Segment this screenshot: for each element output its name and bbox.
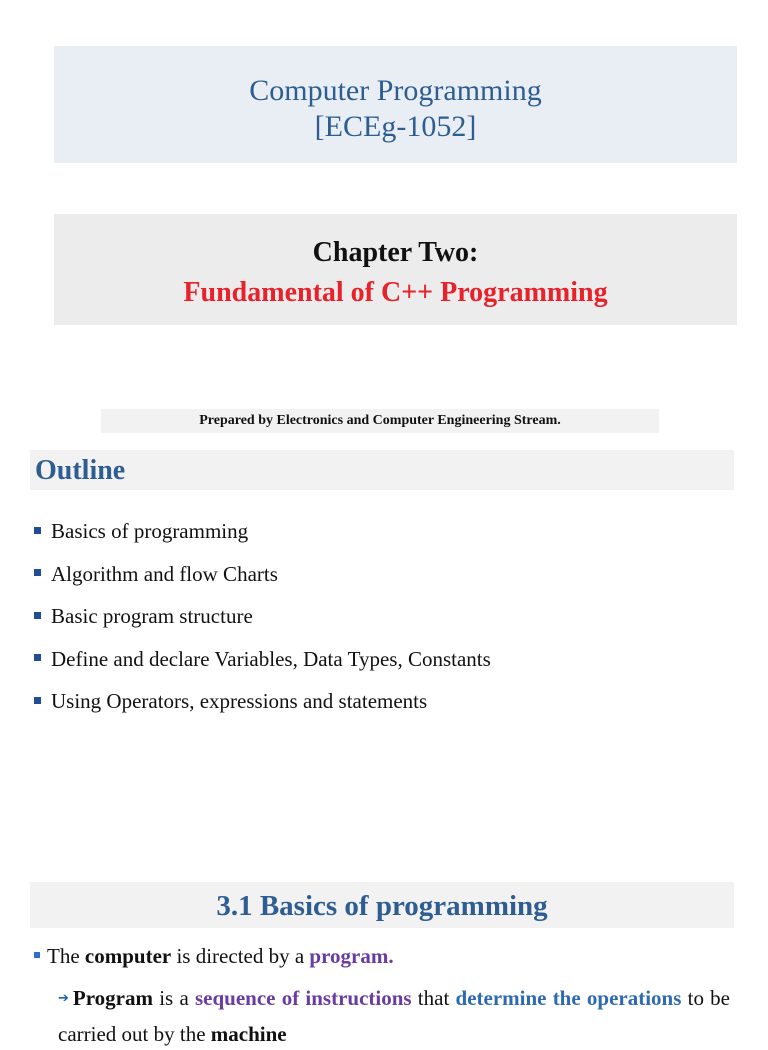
outline-item-label: Basics of programming bbox=[51, 519, 249, 543]
square-bullet-icon bbox=[34, 569, 41, 576]
course-title-box bbox=[54, 46, 737, 163]
keyword-program-term: Program bbox=[72, 986, 153, 1010]
prepared-by-note: Prepared by Electronics and Computer Engineering Stream. bbox=[101, 409, 659, 433]
chapter-box bbox=[54, 214, 737, 325]
outline-item-label: Algorithm and flow Charts bbox=[51, 561, 278, 586]
keyword-operations: determine the operations bbox=[455, 986, 682, 1010]
outline-item-label: Define and declare Variables, Data Types, Constants bbox=[51, 646, 491, 671]
list-item bbox=[34, 638, 491, 681]
square-bullet-icon bbox=[34, 612, 41, 619]
text-run: that bbox=[411, 986, 456, 1010]
square-bullet-icon bbox=[34, 952, 40, 958]
text-run: is a bbox=[153, 986, 195, 1010]
keyword-machine: machine bbox=[210, 1022, 287, 1046]
outline-item-label: Basic program structure bbox=[51, 604, 253, 628]
list-item bbox=[34, 510, 491, 553]
text-run: to be carried out by the bbox=[58, 986, 730, 1046]
text-run: is directed by a bbox=[171, 944, 310, 968]
keyword-sequence: sequence of instructions bbox=[194, 986, 412, 1010]
chapter-heading: Chapter Two: bbox=[312, 237, 479, 268]
list-item bbox=[34, 595, 491, 638]
text-run: The bbox=[47, 944, 85, 968]
chapter-subtitle: Fundamental of C++ Programming bbox=[183, 277, 608, 308]
list-item bbox=[34, 553, 491, 596]
square-bullet-icon bbox=[34, 654, 41, 661]
arrow-bullet-icon: ➔ bbox=[58, 991, 69, 1006]
outline-list bbox=[34, 510, 491, 723]
section-heading: 3.1 Basics of programming bbox=[30, 882, 734, 928]
keyword-computer: computer bbox=[84, 944, 172, 968]
paragraph-computer bbox=[34, 940, 394, 972]
square-bullet-icon bbox=[34, 527, 41, 534]
outline-item-label: Using Operators, expressions and statements bbox=[51, 689, 428, 713]
outline-heading: Outline bbox=[30, 450, 734, 490]
list-item bbox=[34, 680, 491, 723]
course-title: Computer Programming bbox=[249, 74, 542, 107]
keyword-program: program. bbox=[309, 944, 394, 968]
paragraph-program-definition bbox=[58, 982, 730, 1050]
course-code: [ECEg-1052] bbox=[314, 110, 477, 143]
square-bullet-icon bbox=[34, 697, 41, 704]
